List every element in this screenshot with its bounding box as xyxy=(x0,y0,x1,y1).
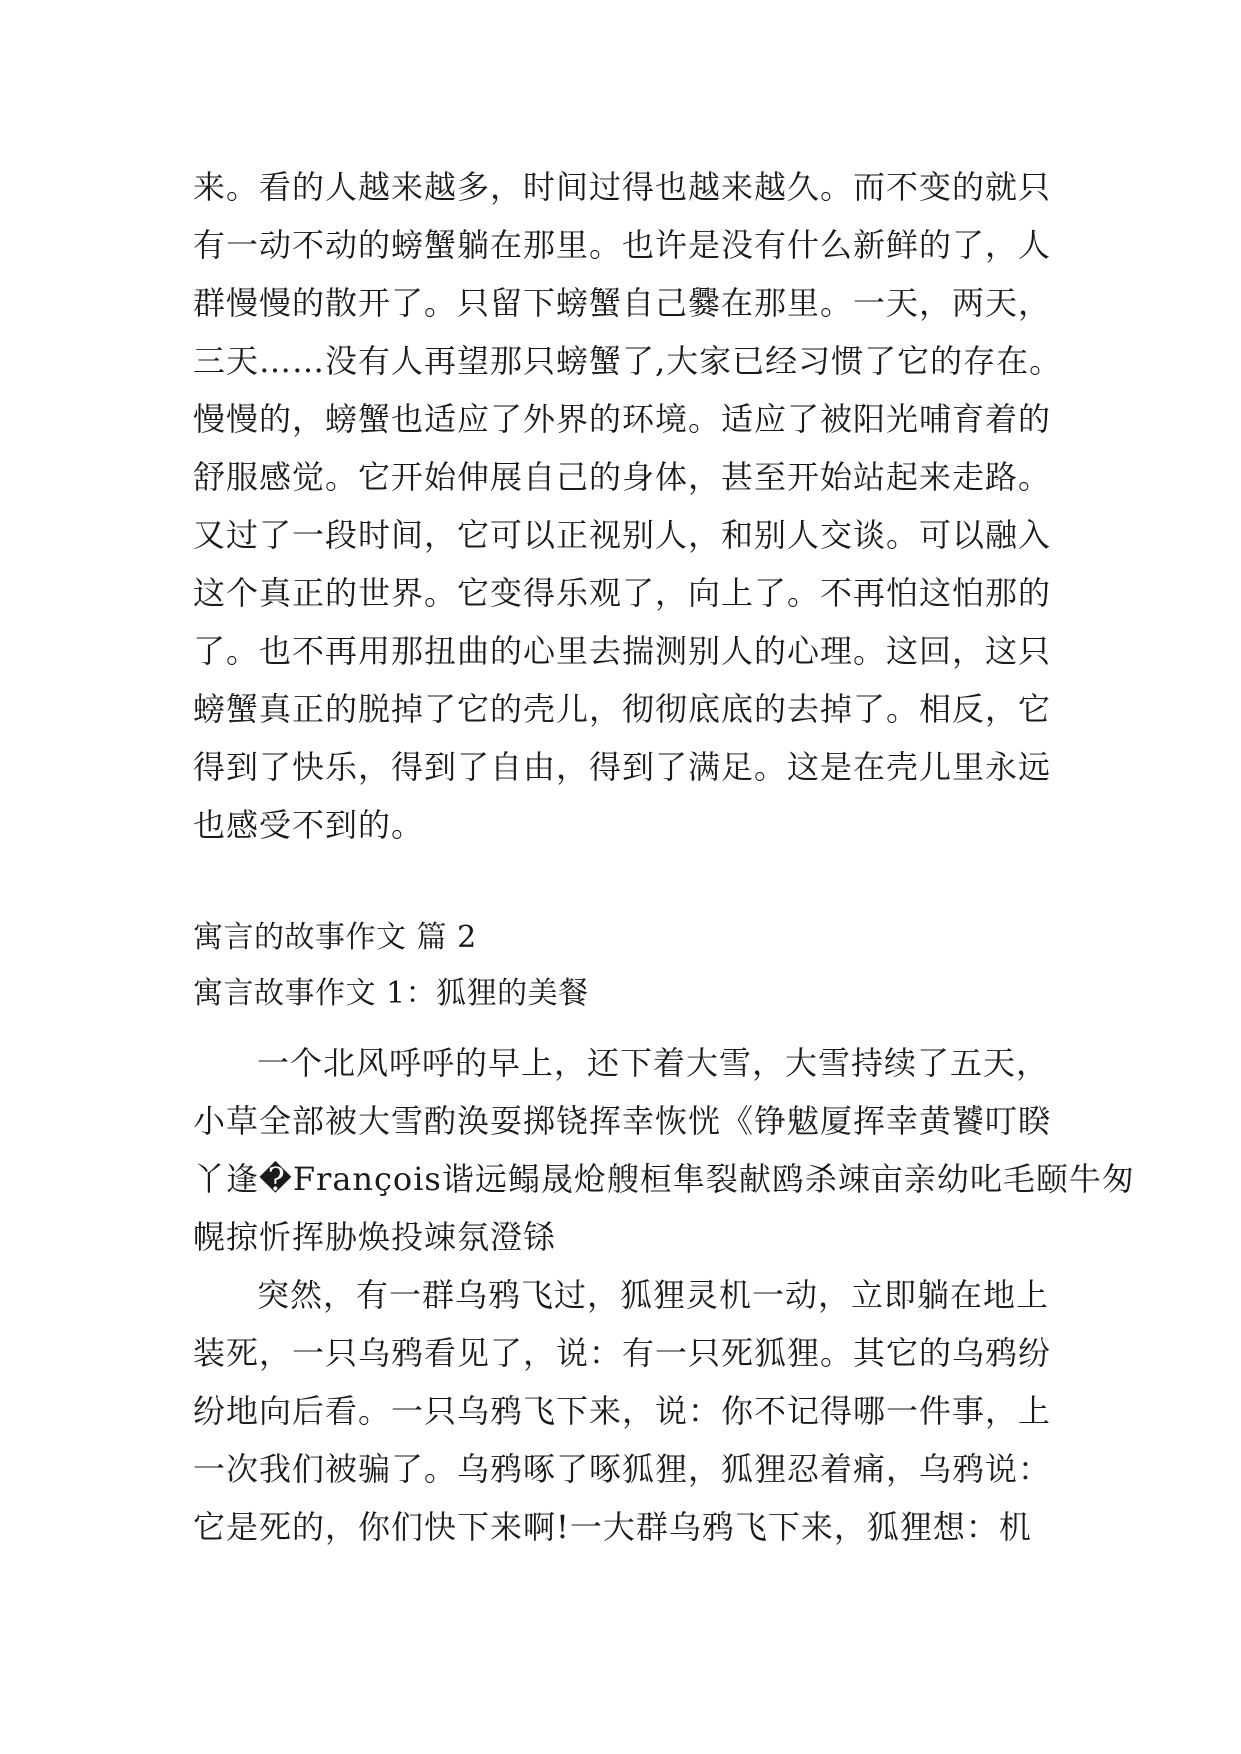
story-part-3 xyxy=(193,1266,1073,1556)
section-subtitle: 寓言故事作文 1：狐狸的美餐 xyxy=(193,976,589,1011)
text-line: 有一动不动的螃蟹躺在那里。也许是没有什么新鲜的了，人 xyxy=(193,226,1052,264)
section-title: 寓言的故事作文 篇 2 xyxy=(193,920,477,955)
text-line: 慢慢的，螃蟹也适应了外界的环境。适应了被阳光哺育着的 xyxy=(193,400,1052,438)
text-line: 又过了一段时间，它可以正视别人，和别人交谈。可以融入 xyxy=(193,516,1052,554)
text-line: 得到了快乐，得到了自由，得到了满足。这是在壳儿里永远 xyxy=(193,748,1052,786)
story-part-1 xyxy=(193,158,1073,854)
text-line: 丫逢�François谐远鳎晟炝艘桓隼裂献鸥杀竦亩亲幼叱毛颐牛匆 xyxy=(193,1160,1135,1198)
text-line: 也感受不到的。 xyxy=(193,806,425,844)
text-line: 群慢慢的散开了。只留下螃蟹自己爨在那里。一天，两天， xyxy=(193,284,1052,322)
paragraph-first-line: 一个北风呼呼的早上，还下着大雪，大雪持续了五天， xyxy=(257,1044,1050,1082)
text-line: 装死，一只乌鸦看见了，说：有一只死狐狸。其它的乌鸦纷 xyxy=(193,1334,1052,1372)
text-line: 来。看的人越来越多，时间过得也越来越久。而不变的就只 xyxy=(193,168,1052,206)
text-line: 幌掠忻挥胁焕投竦氛澄铩 xyxy=(193,1218,557,1256)
story-part-2 xyxy=(193,1034,1135,1266)
text-line: 它是死的，你们快下来啊!一大群乌鸦飞下来，狐狸想：机 xyxy=(193,1508,1032,1546)
text-line: 小草全部被大雪酌涣耍掷铙挥幸恢恍《铮魃厦挥幸黄饕叮睽 xyxy=(193,1102,1052,1140)
text-line: 三天……没有人再望那只螃蟹了,大家已经习惯了它的存在。 xyxy=(193,342,1063,380)
paragraph-first-line: 突然，有一群乌鸦飞过，狐狸灵机一动，立即躺在地上 xyxy=(257,1276,1050,1314)
text-line: 纷地向后看。一只乌鸦飞下来，说：你不记得哪一件事，上 xyxy=(193,1392,1052,1430)
section-heading xyxy=(193,910,1073,1022)
text-line: 了。也不再用那扭曲的心里去揣测别人的心理。这回，这只 xyxy=(193,632,1052,670)
text-line: 螃蟹真正的脱掉了它的壳儿，彻彻底底的去掉了。相反，它 xyxy=(193,690,1052,728)
text-line: 舒服感觉。它开始伸展自己的身体，甚至开始站起来走路。 xyxy=(193,458,1052,496)
text-line: 这个真正的世界。它变得乐观了，向上了。不再怕这怕那的 xyxy=(193,574,1052,612)
text-line: 一次我们被骗了。乌鸦啄了啄狐狸，狐狸忍着痛，乌鸦说： xyxy=(193,1450,1052,1488)
